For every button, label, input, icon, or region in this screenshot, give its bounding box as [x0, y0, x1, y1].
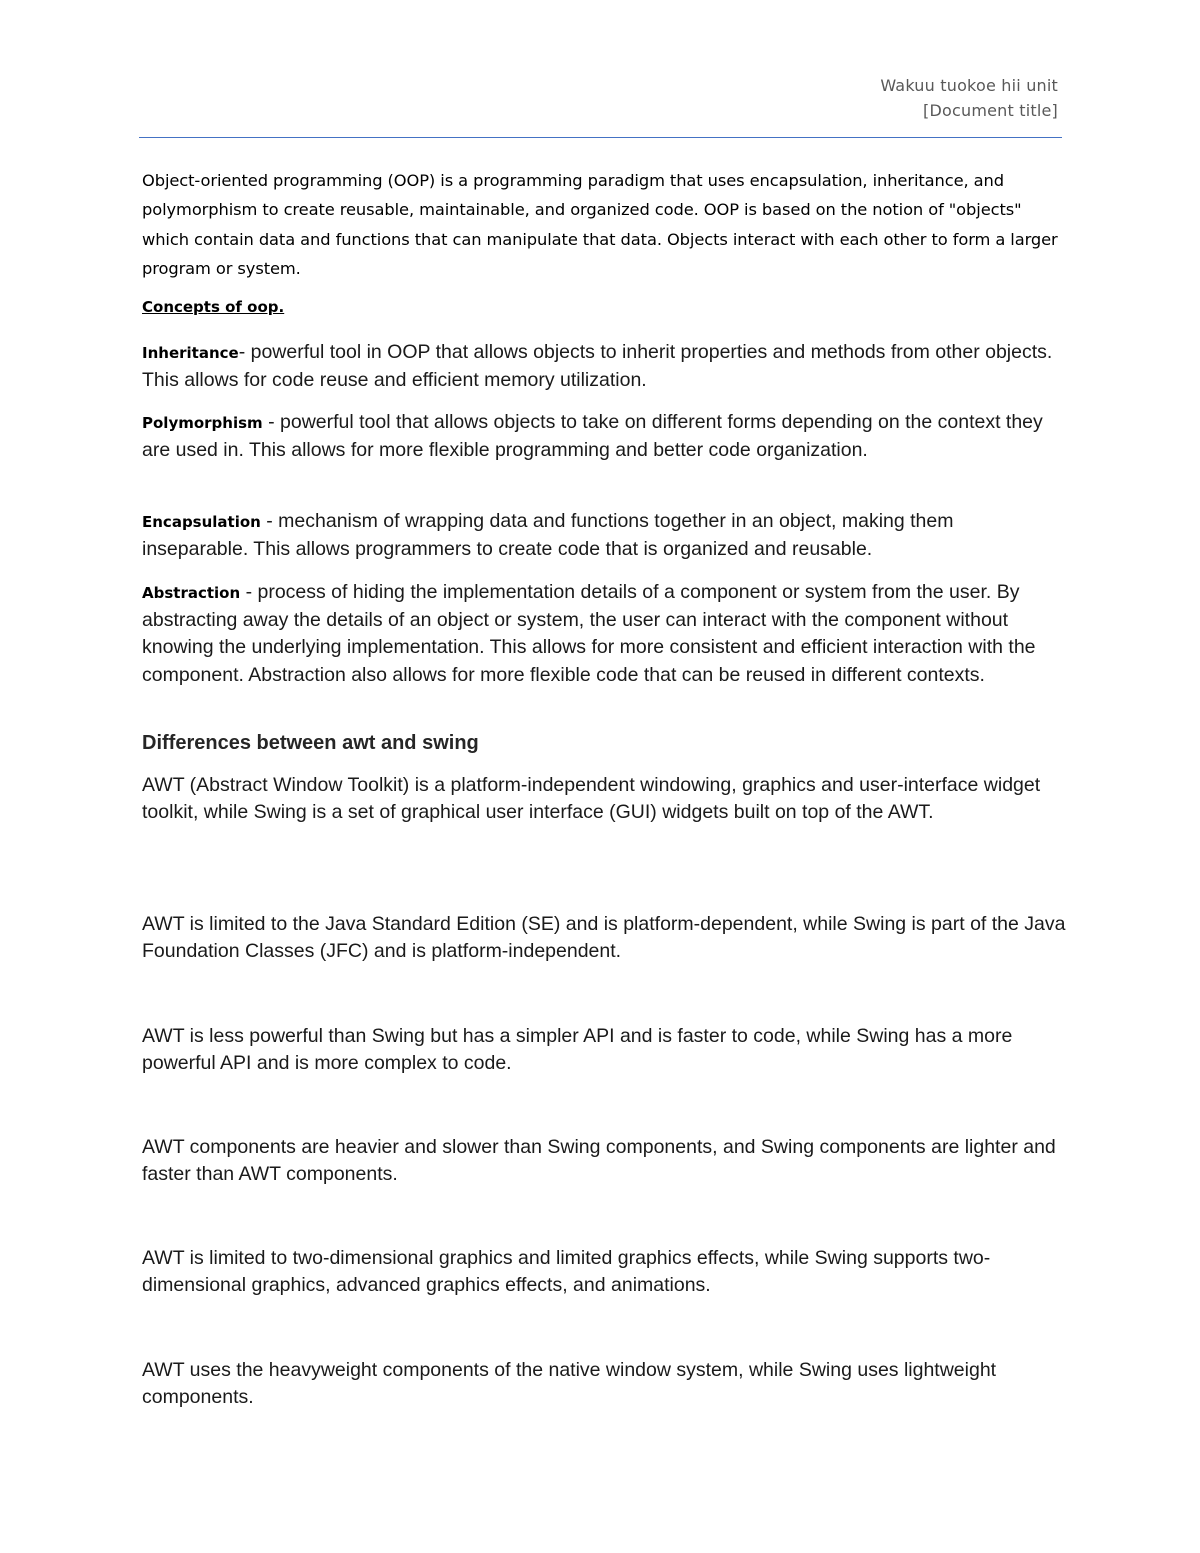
- concept-polymorphism: [142, 409, 1062, 464]
- concept-encapsulation: [142, 508, 1062, 563]
- difference-paragraph: AWT components are heavier and slower than Swing components, and Swing components are lighter and faster than AWT components.: [142, 1136, 1056, 1186]
- difference-paragraph: AWT is limited to the Java Standard Edition (SE) and is platform-dependent, while Swing is part of the Java Foundation Classes (JFC) and is platform-independent.: [142, 913, 1066, 963]
- page-header: [880, 73, 1058, 123]
- header-divider: [139, 137, 1062, 138]
- concept-inheritance: [142, 339, 1062, 394]
- concepts-heading: Concepts of oop.: [142, 298, 285, 316]
- difference-paragraph: AWT uses the heavyweight components of the native window system, while Swing uses lightweight components.: [142, 1359, 997, 1409]
- concept-description: - process of hiding the implementation details of a component or system from the user. By abstracting away the details of an object or system, the user can interact with the component without knowing the underlying implementation. This allows for more consistent and efficient interaction with the component. Abstraction also allows for more flexible code that can be reused in different contexts.: [142, 581, 1036, 686]
- header-document-title: [Document title]: [923, 101, 1058, 120]
- difference-paragraph: AWT is less powerful than Swing but has a simpler API and is faster to code, while Swing has a more powerful API and is more complex to code.: [142, 1025, 1013, 1075]
- concept-description: - powerful tool in OOP that allows objects to inherit properties and methods from other objects. This allows for code reuse and efficient memory utilization.: [142, 341, 1053, 392]
- concept-term: Polymorphism: [142, 414, 263, 432]
- document-body: [142, 166, 1066, 1409]
- intro-paragraph: Object-oriented programming (OOP) is a programming paradigm that uses encapsulation, inheritance, and polymorphism to create reusable, maintainable, and organized code. OOP is based on the notion of "objects" which contain data and functions that can manipulate that data. Objects interact with each other to form a larger program or system.: [142, 171, 1058, 278]
- difference-paragraph: AWT (Abstract Window Toolkit) is a platform-independent windowing, graphics and user-interface widget toolkit, while Swing is a set of graphical user interface (GUI) widgets built on top of the AWT.: [142, 774, 1041, 824]
- concept-term: Inheritance: [142, 344, 239, 362]
- differences-heading: Differences between awt and swing: [142, 732, 479, 754]
- concept-term: Abstraction: [142, 584, 241, 602]
- concept-abstraction: [142, 579, 1062, 689]
- difference-paragraph: AWT is limited to two-dimensional graphics and limited graphics effects, while Swing supports two-dimensional graphics, advanced graphics effects, and animations.: [142, 1247, 991, 1297]
- concept-description: - powerful tool that allows objects to take on different forms depending on the context they are used in. This allows for more flexible programming and better code organization.: [142, 411, 1043, 462]
- header-author-line: Wakuu tuokoe hii unit: [880, 76, 1058, 95]
- concept-term: Encapsulation: [142, 513, 261, 531]
- concept-description: - mechanism of wrapping data and functions together in an object, making them inseparable. This allows programmers to create code that is organized and reusable.: [142, 510, 954, 561]
